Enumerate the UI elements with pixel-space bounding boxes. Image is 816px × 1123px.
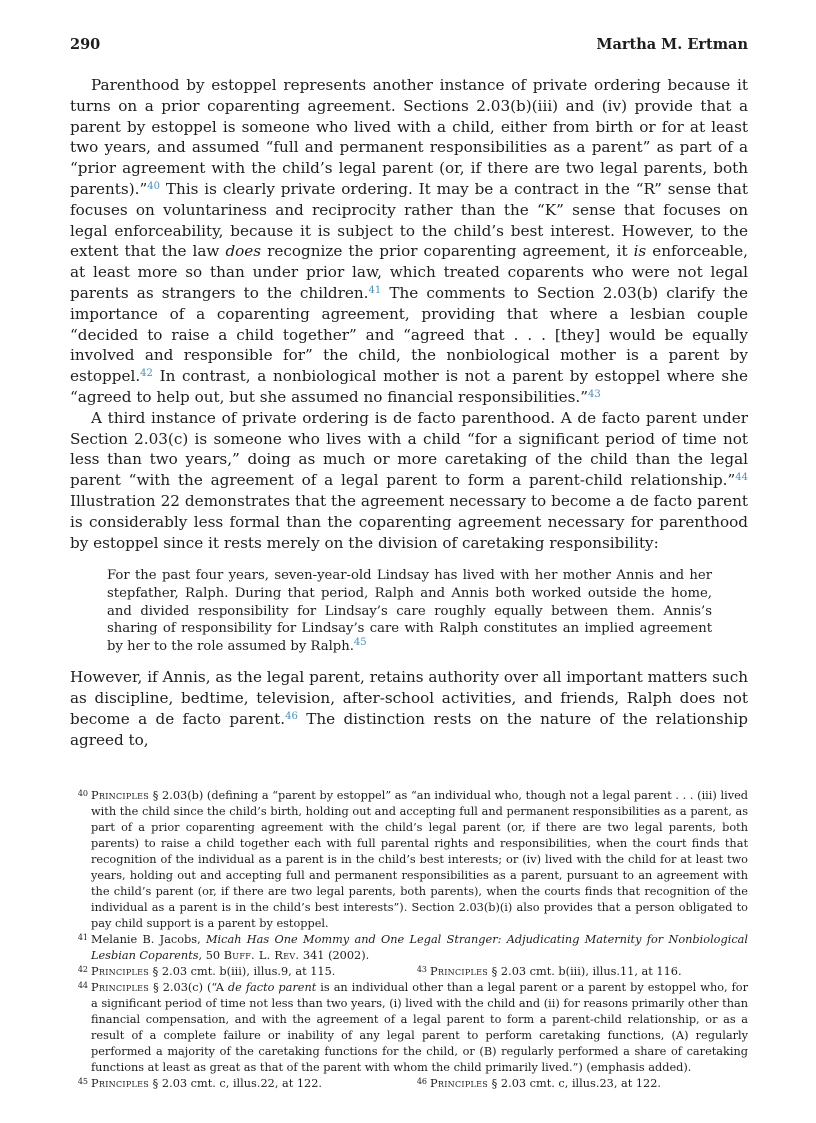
footnote-number: 45 bbox=[77, 1077, 88, 1087]
paragraph-de-facto bbox=[70, 408, 748, 554]
footnote-41 bbox=[70, 932, 748, 964]
footnote-number: 41 bbox=[77, 933, 88, 943]
footnote-text: § 2.03 cmt. c, illus.22, at 122. bbox=[149, 1077, 323, 1091]
footnote-number: 46 bbox=[416, 1077, 427, 1087]
footnote-number: 40 bbox=[77, 789, 88, 799]
footnote-number: 44 bbox=[77, 981, 88, 991]
citation-source: Principles bbox=[91, 981, 150, 995]
footnote-text: § 2.03 cmt. c, illus.23, at 122. bbox=[488, 1077, 662, 1091]
footnote-text: , 50 bbox=[198, 949, 224, 963]
footnote-40 bbox=[70, 788, 748, 932]
footnote-text: § 2.03 cmt. b(iii), illus.9, at 115. bbox=[149, 965, 336, 979]
journal-name: Buff. L. Rev. bbox=[223, 949, 300, 963]
text-run: In contrast, a nonbiological mother is not a parent by estoppel where she “agreed to help out, but she assumed no financial responsibilities.” bbox=[70, 367, 748, 406]
footnote-row bbox=[70, 1076, 748, 1092]
text-run: The comments to Section 2.03(b) clarify the importance of a coparenting agreement, providing that where a lesbian couple “decided to raise a child together” and “agreed that . . . [they] would be equally involved and responsible for” the child, the nonbiological mother is a parent by estoppel. bbox=[70, 283, 748, 386]
citation-source: Principles bbox=[430, 965, 489, 979]
text-run: This is clearly private ordering. It may be a contract in the “R” sense that focuses on voluntariness and reciprocity rather than the “K” sense that focuses on legal enforceability, because it is subject to the child’s best interest. However, to the extent that the law bbox=[70, 179, 748, 261]
paragraph-continuation bbox=[70, 667, 748, 750]
footnote-text: is an individual other than a legal parent or a parent by estoppel who, for a significant period of time not less than two years, (i) lived with the child and (ii) for reasons primarily other than financial compensation, and with the agreement of a legal parent to form a parent-child relationship, or as a result of a complete failure or inability of any legal parent to perform caretaking functions, (A) regularly performed a majority of the caretaking functions for the child, or (B) regularly performed a share of caretaking functions at least as great as that of the parent with whom the child primarily lived.”) (emphasis added). bbox=[91, 981, 748, 1075]
citation-source: Principles bbox=[91, 789, 150, 803]
text-run: A third instance of private ordering is de facto parenthood. A de facto parent under Section 2.03(c) is someone who lives with a child “for a significant period of time not less than two years,” doing as much or more caretaking of the child than the legal parent “with the agreement of a legal parent to form a parent-child relationship.” bbox=[70, 408, 748, 490]
block-quote bbox=[107, 567, 712, 655]
footnote-text: § 2.03(c) (“A bbox=[149, 981, 228, 995]
footnote-ref[interactable]: 43 bbox=[588, 388, 601, 400]
emphasis: does bbox=[225, 242, 262, 261]
footnote-text: § 2.03 cmt. b(iii), illus.11, at 116. bbox=[488, 965, 682, 979]
text-run: The distinction rests on the nature of the relationship agreed to, bbox=[70, 709, 748, 749]
text-run: Illustration 22 demonstrates that the agreement necessary to become a de facto parent is considerably less formal than the coparenting agreement necessary for parenthood by estoppel since it rests merely on the division of caretaking responsibility: bbox=[70, 491, 748, 552]
footnote-46 bbox=[409, 1076, 748, 1092]
footnote-text: § 2.03(b) (defining a “parent by estoppel” as “an individual who, though not a legal parent . . . (iii) lived with the child since the child’s birth, holding out and accepting full and permanent responsibilities as a parent, as part of a prior coparenting agreement with the child’s legal parent (or, if there are two legal parents, both parents) to raise a child together each with full parental rights and responsibilities, when the court finds that recognition of the individual as a parent is in the child’s best interests; or (iv) lived with the child for at least two years, holding out and accepting full and permanent responsibilities as a parent, pursuant to an agreement with the child’s parent (or, if there are two legal parents, both parents), when the courts finds that recognition of the individual as a parent is in the child’s best interests”). Section 2.03(b)(i) also provides that a person obligated to pay child support is a parent by estoppel. bbox=[91, 789, 748, 931]
quote-text: For the past four years, seven-year-old Lindsay has lived with her mother Annis and her stepfather, Ralph. During that period, Ralph and Annis both worked outside the home, and divided responsibility for Lindsay’s care roughly equally between them. Annis’s sharing of responsibility for Lindsay’s care with Ralph constitutes an implied agreement by her to the role assumed by Ralph. bbox=[107, 568, 712, 654]
page-number: 290 bbox=[70, 36, 101, 53]
text-run: recognize the prior coparenting agreement, it bbox=[261, 242, 634, 261]
footnote-ref[interactable]: 40 bbox=[147, 180, 160, 192]
paragraph-estoppel bbox=[70, 75, 748, 408]
footnote-44 bbox=[70, 980, 748, 1076]
citation-source: Principles bbox=[91, 965, 150, 979]
citation-source: Principles bbox=[91, 1077, 150, 1091]
body-text bbox=[70, 75, 748, 553]
footnotes bbox=[70, 788, 748, 1092]
footnote-ref[interactable]: 45 bbox=[353, 636, 367, 648]
footnote-text: Melanie B. Jacobs, bbox=[91, 933, 206, 947]
footnote-text: 341 (2002). bbox=[299, 949, 370, 963]
running-head-author: Martha M. Ertman bbox=[596, 36, 748, 53]
running-head bbox=[70, 36, 748, 53]
article-title: Micah Has One Mommy and One Legal Stranger: Adjudicating Maternity for Nonbiological Lesbian Coparents bbox=[91, 933, 748, 963]
emphasis: is bbox=[633, 242, 647, 261]
body-text-continued bbox=[70, 667, 748, 750]
footnote-ref[interactable]: 46 bbox=[285, 710, 298, 722]
footnote-45 bbox=[70, 1076, 409, 1092]
footnote-row bbox=[70, 964, 748, 980]
text-run: enforceable, at least more so than under prior law, which treated coparents who were not legal parents as strangers to the children. bbox=[70, 242, 748, 302]
footnote-43 bbox=[409, 964, 748, 980]
citation-source: Principles bbox=[430, 1077, 489, 1091]
footnote-number: 43 bbox=[416, 965, 427, 975]
footnote-ref[interactable]: 41 bbox=[368, 284, 382, 296]
footnote-42 bbox=[70, 964, 409, 980]
footnote-ref[interactable]: 42 bbox=[140, 368, 153, 380]
text-run: Parenthood by estoppel represents another instance of private ordering because it turns on a prior coparenting agreement. Sections 2.03(b)(iii) and (iv) provide that a parent by estoppel is someone who lived with a child, either from birth or for at least two years, and assumed “full and permanent responsibilities as a parent” as part of a “prior agreement with the child’s legal parent (or, if there are two legal parents, both parents).” bbox=[70, 76, 748, 198]
footnote-ref[interactable]: 44 bbox=[735, 472, 748, 484]
footnote-number: 42 bbox=[77, 965, 88, 975]
text-run: However, if Annis, as the legal parent, retains authority over all important matters such as discipline, bedtime, television, after-school activities, and friends, Ralph does not become a de facto parent. bbox=[70, 668, 748, 728]
emphasis: de facto parent bbox=[227, 981, 317, 995]
